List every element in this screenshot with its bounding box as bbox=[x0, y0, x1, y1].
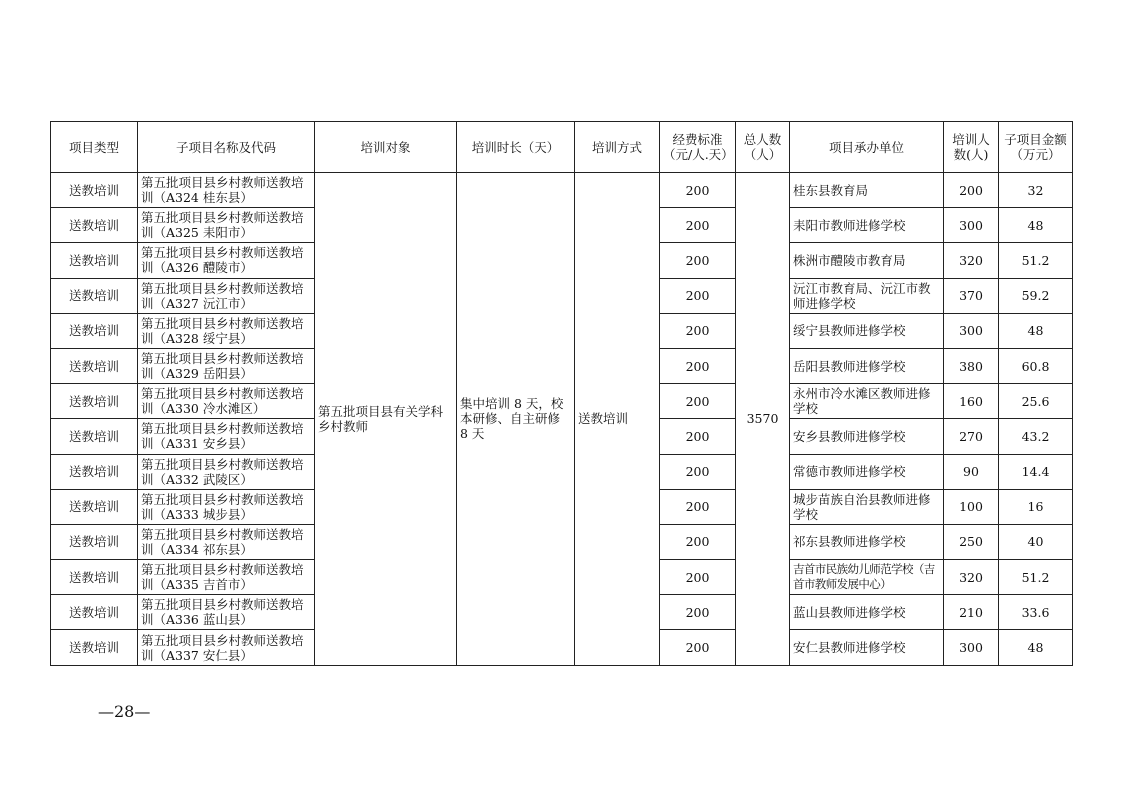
cell-amount: 32 bbox=[999, 173, 1073, 208]
cell-amount: 14.4 bbox=[999, 454, 1073, 489]
cell-amount: 48 bbox=[999, 630, 1073, 665]
cell-amount: 60.8 bbox=[999, 348, 1073, 383]
header-target: 培训对象 bbox=[315, 122, 457, 173]
cell-name: 第五批项目县乡村教师送教培训（A333 城步县） bbox=[138, 489, 315, 524]
cell-amount: 51.2 bbox=[999, 243, 1073, 278]
cell-unit: 岳阳县教师进修学校 bbox=[790, 348, 944, 383]
cell-count: 90 bbox=[944, 454, 999, 489]
cell-amount: 51.2 bbox=[999, 560, 1073, 595]
cell-type: 送教培训 bbox=[51, 348, 138, 383]
cell-type: 送教培训 bbox=[51, 595, 138, 630]
training-project-table bbox=[50, 121, 1073, 666]
header-name: 子项目名称及代码 bbox=[138, 122, 315, 173]
cell-count: 300 bbox=[944, 313, 999, 348]
page-number: —28— bbox=[98, 702, 151, 721]
cell-type: 送教培训 bbox=[51, 243, 138, 278]
cell-count: 320 bbox=[944, 243, 999, 278]
header-amount: 子项目金额（万元） bbox=[999, 122, 1073, 173]
header-duration: 培训时长（天） bbox=[457, 122, 575, 173]
header-count: 培训人数(人) bbox=[944, 122, 999, 173]
cell-unit: 永州市冷水滩区教师进修学校 bbox=[790, 384, 944, 419]
cell-amount: 48 bbox=[999, 313, 1073, 348]
cell-fee: 200 bbox=[660, 560, 736, 595]
cell-count: 200 bbox=[944, 173, 999, 208]
cell-amount: 40 bbox=[999, 524, 1073, 559]
cell-count: 370 bbox=[944, 278, 999, 313]
table-body bbox=[51, 173, 1073, 666]
cell-name: 第五批项目县乡村教师送教培训（A336 蓝山县） bbox=[138, 595, 315, 630]
cell-unit: 桂东县教育局 bbox=[790, 173, 944, 208]
cell-type: 送教培训 bbox=[51, 560, 138, 595]
cell-type: 送教培训 bbox=[51, 489, 138, 524]
cell-fee: 200 bbox=[660, 454, 736, 489]
cell-name: 第五批项目县乡村教师送教培训（A326 醴陵市） bbox=[138, 243, 315, 278]
cell-count: 250 bbox=[944, 524, 999, 559]
cell-unit: 株洲市醴陵市教育局 bbox=[790, 243, 944, 278]
cell-type: 送教培训 bbox=[51, 173, 138, 208]
header-fee: 经费标准（元/人.天） bbox=[660, 122, 736, 173]
cell-type: 送教培训 bbox=[51, 208, 138, 243]
header-total: 总人数（人） bbox=[736, 122, 790, 173]
cell-fee: 200 bbox=[660, 419, 736, 454]
cell-amount: 33.6 bbox=[999, 595, 1073, 630]
cell-count: 210 bbox=[944, 595, 999, 630]
cell-amount: 48 bbox=[999, 208, 1073, 243]
header-method: 培训方式 bbox=[575, 122, 660, 173]
cell-amount: 43.2 bbox=[999, 419, 1073, 454]
cell-type: 送教培训 bbox=[51, 419, 138, 454]
cell-count: 100 bbox=[944, 489, 999, 524]
cell-name: 第五批项目县乡村教师送教培训（A329 岳阳县） bbox=[138, 348, 315, 383]
cell-total: 3570 bbox=[736, 173, 790, 666]
cell-name: 第五批项目县乡村教师送教培训（A327 沅江市） bbox=[138, 278, 315, 313]
cell-count: 380 bbox=[944, 348, 999, 383]
cell-amount: 16 bbox=[999, 489, 1073, 524]
cell-name: 第五批项目县乡村教师送教培训（A331 安乡县） bbox=[138, 419, 315, 454]
cell-unit: 绥宁县教师进修学校 bbox=[790, 313, 944, 348]
cell-count: 300 bbox=[944, 630, 999, 665]
table-row bbox=[51, 173, 1073, 208]
cell-name: 第五批项目县乡村教师送教培训（A324 桂东县） bbox=[138, 173, 315, 208]
cell-count: 300 bbox=[944, 208, 999, 243]
cell-fee: 200 bbox=[660, 243, 736, 278]
header-unit: 项目承办单位 bbox=[790, 122, 944, 173]
cell-duration: 集中培训 8 天，校本研修、自主研修 8 天 bbox=[457, 173, 575, 666]
cell-name: 第五批项目县乡村教师送教培训（A325 耒阳市） bbox=[138, 208, 315, 243]
cell-type: 送教培训 bbox=[51, 630, 138, 665]
cell-fee: 200 bbox=[660, 384, 736, 419]
cell-unit: 蓝山县教师进修学校 bbox=[790, 595, 944, 630]
cell-amount: 59.2 bbox=[999, 278, 1073, 313]
cell-unit: 安乡县教师进修学校 bbox=[790, 419, 944, 454]
cell-name: 第五批项目县乡村教师送教培训（A335 吉首市） bbox=[138, 560, 315, 595]
cell-name: 第五批项目县乡村教师送教培训（A337 安仁县） bbox=[138, 630, 315, 665]
cell-fee: 200 bbox=[660, 278, 736, 313]
cell-name: 第五批项目县乡村教师送教培训（A334 祁东县） bbox=[138, 524, 315, 559]
cell-count: 320 bbox=[944, 560, 999, 595]
header-row bbox=[51, 122, 1073, 173]
cell-count: 270 bbox=[944, 419, 999, 454]
cell-type: 送教培训 bbox=[51, 278, 138, 313]
cell-fee: 200 bbox=[660, 524, 736, 559]
cell-type: 送教培训 bbox=[51, 454, 138, 489]
cell-fee: 200 bbox=[660, 173, 736, 208]
cell-fee: 200 bbox=[660, 489, 736, 524]
cell-name: 第五批项目县乡村教师送教培训（A330 冷水滩区） bbox=[138, 384, 315, 419]
cell-unit: 城步苗族自治县教师进修学校 bbox=[790, 489, 944, 524]
header-type: 项目类型 bbox=[51, 122, 138, 173]
cell-name: 第五批项目县乡村教师送教培训（A332 武陵区） bbox=[138, 454, 315, 489]
cell-amount: 25.6 bbox=[999, 384, 1073, 419]
cell-target: 第五批项目县有关学科乡村教师 bbox=[315, 173, 457, 666]
cell-fee: 200 bbox=[660, 595, 736, 630]
cell-fee: 200 bbox=[660, 208, 736, 243]
cell-unit: 耒阳市教师进修学校 bbox=[790, 208, 944, 243]
cell-fee: 200 bbox=[660, 313, 736, 348]
cell-fee: 200 bbox=[660, 630, 736, 665]
cell-count: 160 bbox=[944, 384, 999, 419]
cell-method: 送教培训 bbox=[575, 173, 660, 666]
cell-fee: 200 bbox=[660, 348, 736, 383]
cell-unit: 安仁县教师进修学校 bbox=[790, 630, 944, 665]
cell-unit: 沅江市教育局、沅江市教师进修学校 bbox=[790, 278, 944, 313]
cell-unit: 吉首市民族幼儿师范学校（吉首市教师发展中心） bbox=[790, 560, 944, 595]
cell-unit: 常德市教师进修学校 bbox=[790, 454, 944, 489]
cell-type: 送教培训 bbox=[51, 384, 138, 419]
cell-name: 第五批项目县乡村教师送教培训（A328 绥宁县） bbox=[138, 313, 315, 348]
cell-type: 送教培训 bbox=[51, 313, 138, 348]
cell-type: 送教培训 bbox=[51, 524, 138, 559]
cell-unit: 祁东县教师进修学校 bbox=[790, 524, 944, 559]
